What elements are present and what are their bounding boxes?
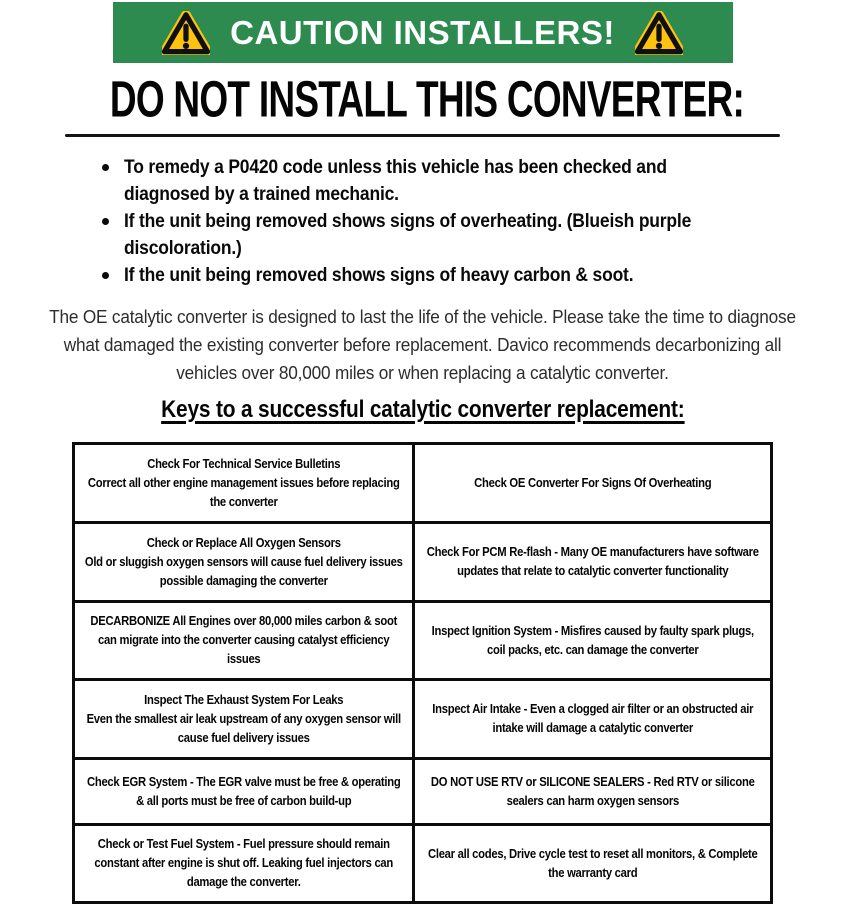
table-cell: [414, 523, 772, 602]
cell-line: Correct all other engine management issues before replacing the converter: [87, 475, 400, 509]
paragraph-line: what damaged the existing converter before replacement. Davico recommends decarbonizing all: [63, 334, 782, 355]
warning-triangle-icon: [635, 11, 683, 55]
table-cell: [414, 680, 772, 759]
paragraph-line: vehicles over 80,000 miles or when replacing a catalytic converter.: [176, 362, 669, 383]
table-row: [74, 602, 772, 680]
cell-line: Old or sluggish oxygen sensors will cause fuel delivery issues possible damaging the converter: [84, 554, 403, 588]
cell-line: Check or Replace All Oxygen Sensors: [146, 535, 341, 550]
cell-line: Check EGR System - The EGR valve must be free & operating & all ports must be free of carbon build-up: [86, 774, 401, 808]
warning-triangle-icon: [162, 11, 210, 55]
bullet-line: If the unit being removed shows signs of overheating. (Blueish purple: [124, 211, 692, 232]
table-cell: [414, 602, 772, 680]
bullet-dot-icon: [102, 218, 109, 225]
cell-line: Inspect Ignition System - Misfires caused by faulty spark plugs, coil packs, etc. can damage the converter: [431, 623, 754, 657]
table-row: [74, 825, 772, 903]
bullet-dot-icon: [102, 272, 109, 279]
table-cell: [414, 444, 772, 523]
table-cell: [414, 825, 772, 903]
page-title: DO NOT INSTALL THIS CONVERTER:: [109, 70, 745, 128]
table-row: [74, 759, 772, 825]
cell-line: Check For PCM Re-flash - Many OE manufacturers have software updates that relate to catalytic converter functionality: [426, 545, 759, 578]
bullet-item: [98, 262, 845, 289]
cell-line: DECARBONIZE All Engines over 80,000 miles carbon & soot can migrate into the converter causing catalyst efficiency issues: [90, 614, 397, 666]
keys-heading: Keys to a successful catalytic converter replacement:: [160, 396, 685, 423]
warning-bullet-list: [98, 154, 845, 289]
replacement-keys-table: [72, 442, 773, 904]
cell-line: DO NOT USE RTV or SILICONE SEALERS - Red RTV or silicone sealers can harm oxygen sensors: [430, 774, 755, 808]
table-cell: [74, 759, 414, 825]
table-cell: [74, 444, 414, 523]
caution-banner: [113, 2, 733, 63]
cell-line: Clear all codes, Drive cycle test to reset all monitors, & Complete the warranty card: [427, 846, 758, 880]
banner-title: CAUTION INSTALLERS!: [230, 13, 615, 51]
bullet-dot-icon: [102, 164, 109, 171]
cell-line: Check For Technical Service Bulletins: [147, 456, 341, 471]
table-row: [74, 444, 772, 523]
bullet-item: [98, 208, 845, 262]
intro-paragraph: [0, 303, 845, 387]
table-cell: [74, 680, 414, 759]
paragraph-line: The OE catalytic converter is designed to last the life of the vehicle. Please take the time to diagnose: [49, 306, 796, 327]
bullet-line: To remedy a P0420 code unless this vehicle has been checked and: [124, 157, 667, 178]
cell-line: Even the smallest air leak upstream of any oxygen sensor will cause fuel delivery issues: [86, 711, 401, 745]
table-cell: [74, 602, 414, 680]
bullet-line: If the unit being removed shows signs of heavy carbon & soot.: [124, 265, 634, 286]
table-cell: [74, 523, 414, 602]
bullet-line: discoloration.): [124, 238, 242, 259]
table-cell: [74, 825, 414, 903]
bullet-line: diagnosed by a trained mechanic.: [124, 184, 399, 205]
table-row: [74, 523, 772, 602]
cell-line: Inspect The Exhaust System For Leaks: [143, 692, 344, 707]
table-cell: [414, 759, 772, 825]
divider-line: [65, 134, 780, 137]
keys-heading-wrap: [0, 395, 845, 425]
cell-line: Inspect Air Intake - Even a clogged air filter or an obstructed air intake will damage a catalytic converter: [432, 702, 753, 735]
table-row: [74, 680, 772, 759]
bullet-item: [98, 154, 845, 208]
cell-line: Check OE Converter For Signs Of Overheating: [473, 475, 712, 490]
cell-line: Check or Test Fuel System - Fuel pressure should remain constant after engine is shut off. Leaking fuel injectors can damage the converter.: [94, 837, 393, 889]
